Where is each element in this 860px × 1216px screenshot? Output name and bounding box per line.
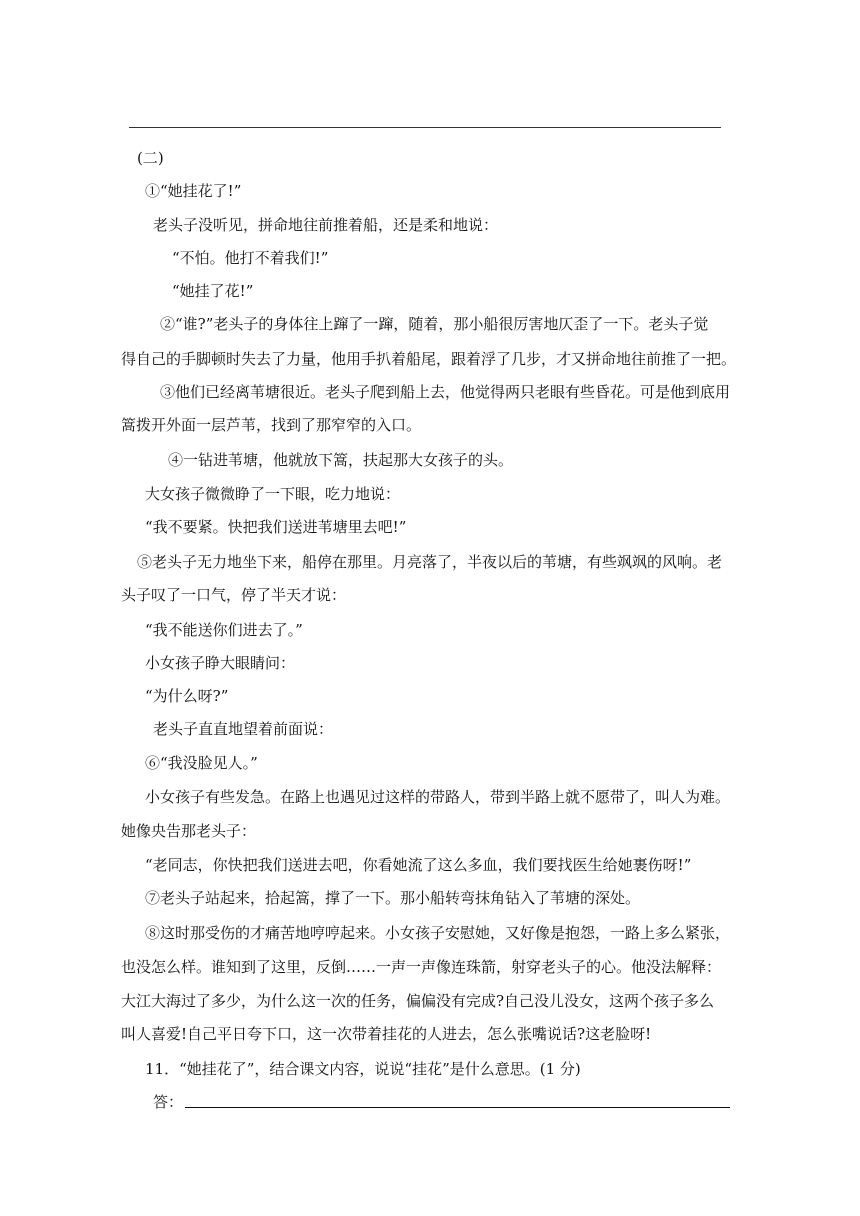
paragraph-line: 篙拨开外面一层芦苇，找到了那窄窄的入口。	[121, 416, 422, 434]
paragraph-line: 老头子没听见，拼命地往前推着船，还是柔和地说：	[153, 216, 499, 234]
paragraph-line: 大江大海过了多少，为什么这一次的任务，偏偏没有完成?自己没儿没女，这两个孩子多么	[121, 992, 715, 1010]
paragraph-line: “我不要紧。快把我们送进苇塘里去吧!”	[145, 518, 407, 536]
paragraph-line: 老头子直直地望着前面说：	[153, 720, 334, 738]
paragraph-line: “不怕。他打不着我们!”	[172, 249, 329, 267]
paragraph-line: “她挂了花!”	[172, 282, 254, 300]
answer-label: 答：	[153, 1093, 184, 1111]
paragraph-line: “我不能送你们进去了。”	[145, 621, 303, 639]
paragraph-line: 得自己的手脚顿时失去了力量，他用手扒着船尾，跟着浮了几步，才又拼命地往前推了一把。	[121, 350, 737, 368]
question-11: 11．“她挂花了”，结合课文内容，说说“挂花”是什么意思。(1 分)	[145, 1060, 581, 1078]
paragraph-line: ⑥“我没脸见人。”	[145, 754, 258, 772]
paragraph-line: 小女孩子有些发急。在路上也遇见过这样的带路人，带到半路上就不愿带了，叫人为难。	[145, 788, 731, 806]
paragraph-line: “为什么呀?”	[145, 687, 229, 705]
section-heading: (二)	[137, 149, 164, 167]
paragraph-line: 大女孩子微微睁了一下眼，吃力地说：	[145, 485, 401, 503]
paragraph-line: 小女孩子睁大眼睛问：	[145, 654, 296, 672]
paragraph-line: ⑧这时那受伤的才痛苦地哼哼起来。小女孩子安慰她，又好像是抱怨，一路上多么紧张，	[145, 924, 731, 942]
paragraph-line: ⑦老头子站起来，拾起篙，撑了一下。那小船转弯抹角钻入了苇塘的深处。	[145, 889, 641, 907]
paragraph-line: 她像央告那老头子：	[121, 822, 257, 840]
paragraph-line: 叫人喜爱!自己平日夸下口，这一次带着挂花的人进去，怎么张嘴说话?这老脸呀!	[121, 1025, 652, 1043]
paragraph-line: 也没怎么样。谁知到了这里，反倒……一声一声像连珠箭，射穿老头子的心。他没法解释：	[121, 958, 722, 976]
paragraph-line: ③他们已经离苇塘很近。老头子爬到船上去，他觉得两只老眼有些昏花。可是他到底用	[160, 383, 731, 401]
answer-input-line[interactable]	[185, 1107, 730, 1108]
paragraph-line: “老同志，你快把我们送进去吧，你看她流了这么多血，我们要找医生给她裹伤呀!”	[145, 856, 692, 874]
paragraph-line: 头子叹了一口气，停了半天才说：	[121, 586, 347, 604]
paragraph-line: ④一钻进苇塘，他就放下篙，扶起那大女孩子的头。	[168, 451, 514, 469]
paragraph-line: ⑤老头子无力地坐下来，船停在那里。月亮落了，半夜以后的苇塘，有些飒飒的风响。老	[137, 553, 723, 571]
header-rule	[129, 127, 721, 128]
paragraph-line: ②“谁?”老头子的身体往上蹿了一蹿，随着，那小船很厉害地仄歪了一下。老头子觉	[160, 315, 709, 333]
paragraph-line: ①“她挂花了!”	[145, 182, 242, 200]
